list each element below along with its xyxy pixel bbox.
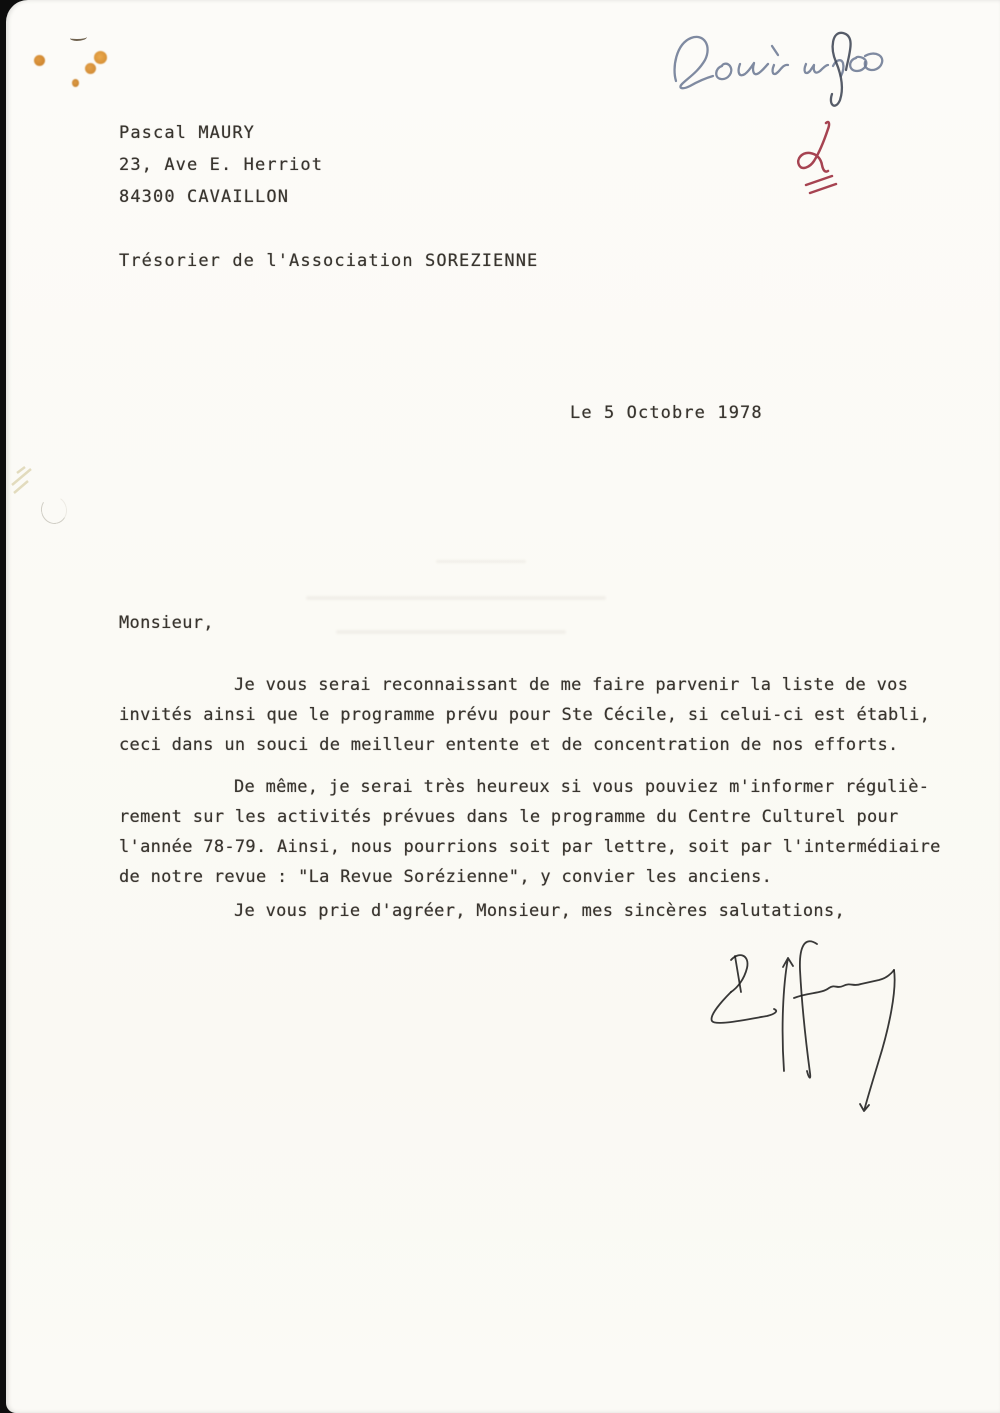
red-ink-initial: [786, 115, 856, 205]
pen-scratch-mark: [70, 34, 87, 41]
sender-address-line2: 84300 CAVAILLON: [119, 187, 290, 207]
ink-smudge: [306, 596, 606, 600]
sender-address-line1: 23, Ave E. Herriot: [119, 155, 324, 175]
body-line: Je vous serai reconnaissant de me faire parvenir la liste de vos: [234, 675, 909, 695]
letter-date: Le 5 Octobre 1978: [570, 403, 763, 423]
body-line: ceci dans un souci de meilleur entente et de concentration de nos efforts.: [119, 735, 899, 755]
paragraph-1: [119, 670, 999, 760]
body-line: l'année 78-79. Ainsi, nous pourrions soit par lettre, soit par l'intermédiaire: [119, 837, 941, 857]
sender-block: [119, 117, 323, 213]
sender-name: Pascal MAURY: [119, 123, 256, 143]
paragraph-2: [119, 772, 999, 892]
rust-stain: [34, 55, 45, 66]
body-line: rement sur les activités prévues dans le programme du Centre Culturel pour: [119, 807, 899, 827]
rust-stain: [85, 63, 96, 74]
embossed-circle-mark: [38, 494, 69, 527]
handwritten-signature: [689, 928, 909, 1128]
salutation: Monsieur,: [119, 613, 214, 633]
rust-stain: [72, 79, 79, 87]
sender-role: Trésorier de l'Association SOREZIENNE: [119, 251, 539, 271]
letter-page: [6, 0, 1000, 1413]
body-line: De même, je serai très heureux si vous pouviez m'informer réguliè-: [234, 777, 930, 797]
handwritten-note-pour-info: [660, 28, 900, 123]
rust-stain: [94, 51, 107, 64]
body-line: invités ainsi que le programme prévu pour Ste Cécile, si celui-ci est établi,: [119, 705, 931, 725]
closing-line: Je vous prie d'agréer, Monsieur, mes sincères salutations,: [234, 901, 846, 921]
body-line: de notre revue : "La Revue Sorézienne", y convier les anciens.: [119, 867, 773, 887]
scuff-mark: [9, 443, 39, 498]
ink-smudge: [336, 630, 566, 634]
ink-smudge: [436, 560, 526, 563]
